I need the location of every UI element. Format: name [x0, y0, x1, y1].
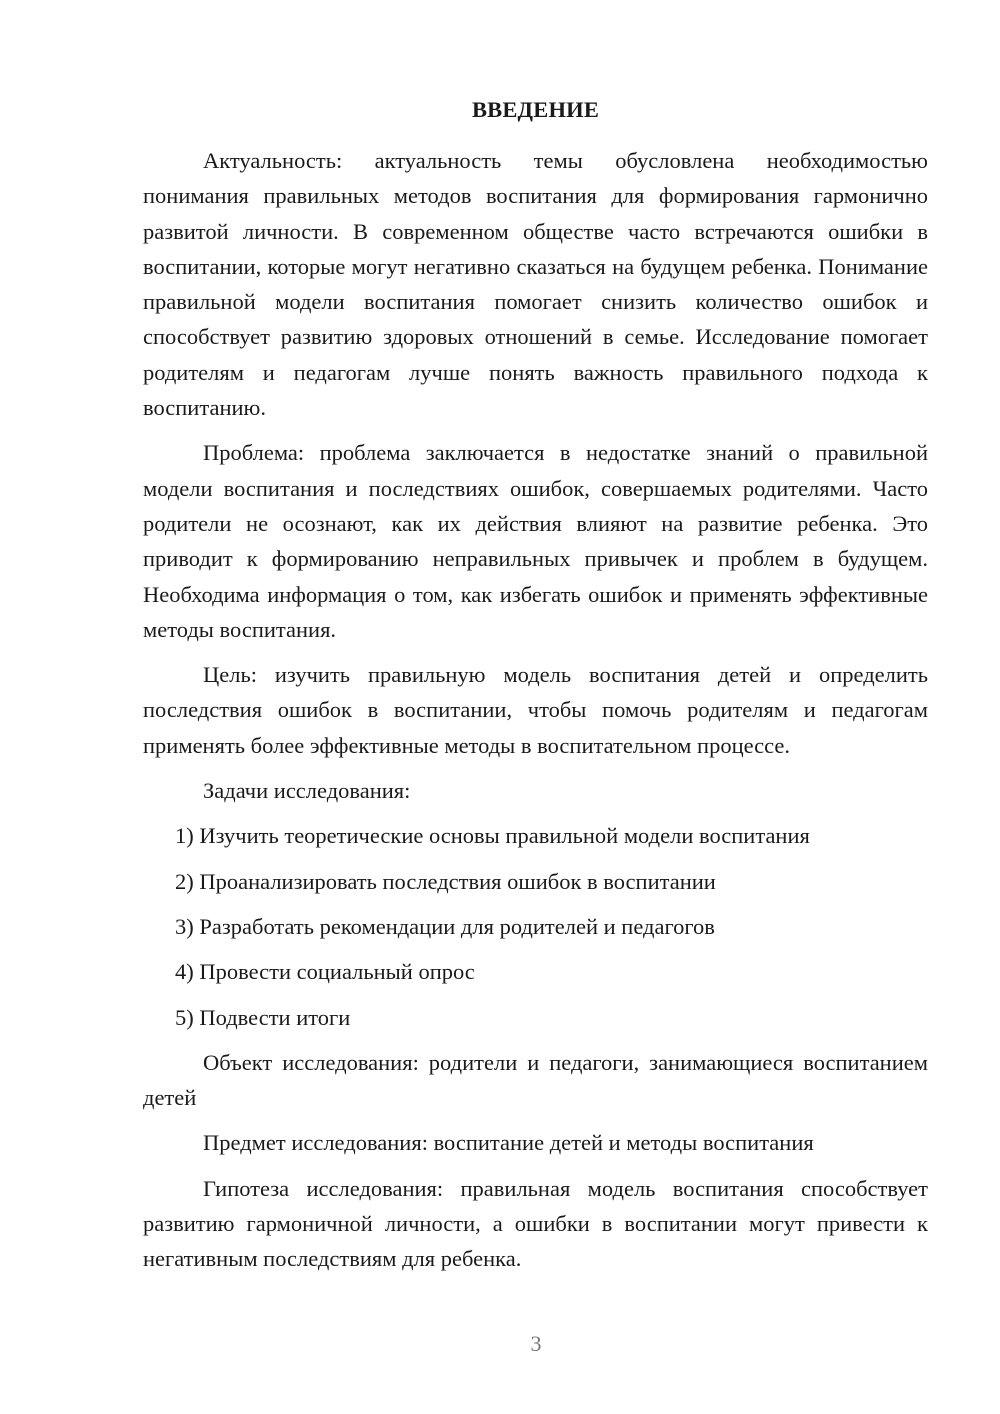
paragraph-object: Объект исследования: родители и педагоги, занимающиеся воспитанием детей [143, 1049, 928, 1111]
task-item: 2) Проанализировать последствия ошибок в воспитании [175, 868, 716, 894]
page-number: 3 [530, 1331, 542, 1356]
page-title: ВВЕДЕНИЕ [471, 97, 600, 122]
paragraph-hypothesis: Гипотеза исследования: правильная модель воспитания способствует развитию гармоничной личности, а ошибки в воспитании могут привести к негативным последствиям для ребенка. [143, 1175, 928, 1272]
task-item: 5) Подвести итоги [175, 1004, 351, 1030]
paragraph-goal: Цель: изучить правильную модель воспитания детей и определить последствия ошибок в воспитании, чтобы помочь родителям и педагогам применять более эффективные методы в воспитательном процессе. [143, 662, 928, 758]
task-item: 3) Разработать рекомендации для родителей и педагогов [175, 913, 715, 939]
paragraph-problem: Проблема: проблема заключается в недостатке знаний о правильной модели воспитания и последствиях ошибок, совершаемых родителями. Часто родители не осознают, как их действия влияют на развитие ребенка. Это приводит к формированию неправильных привычек и проблем в будущем. Необходима информация о том, как избегать ошибок и применять эффективные методы воспитания. [143, 440, 928, 642]
page-content [143, 92, 928, 1287]
tasks-heading: Задачи исследования: [203, 778, 411, 804]
task-item: 4) Провести социальный опрос [175, 959, 475, 985]
task-item: 1) Изучить теоретические основы правильной модели воспитания [175, 823, 810, 849]
paragraph-relevance: Актуальность: актуальность темы обусловлена необходимостью понимания правильных методов воспитания для формирования гармонично развитой личности. В современном обществе часто встречаются ошибки в воспитании, которые могут негативно сказаться на будущем ребенка. Понимание правильной модели воспитания помогает снизить количество ошибок и способствует развитию здоровых отношений в семье. Исследование помогает родителям и педагогам лучше понять важность правильного подхода к воспитанию. [143, 148, 928, 421]
paragraph-subject: Предмет исследования: воспитание детей и методы воспитания [203, 1130, 814, 1156]
